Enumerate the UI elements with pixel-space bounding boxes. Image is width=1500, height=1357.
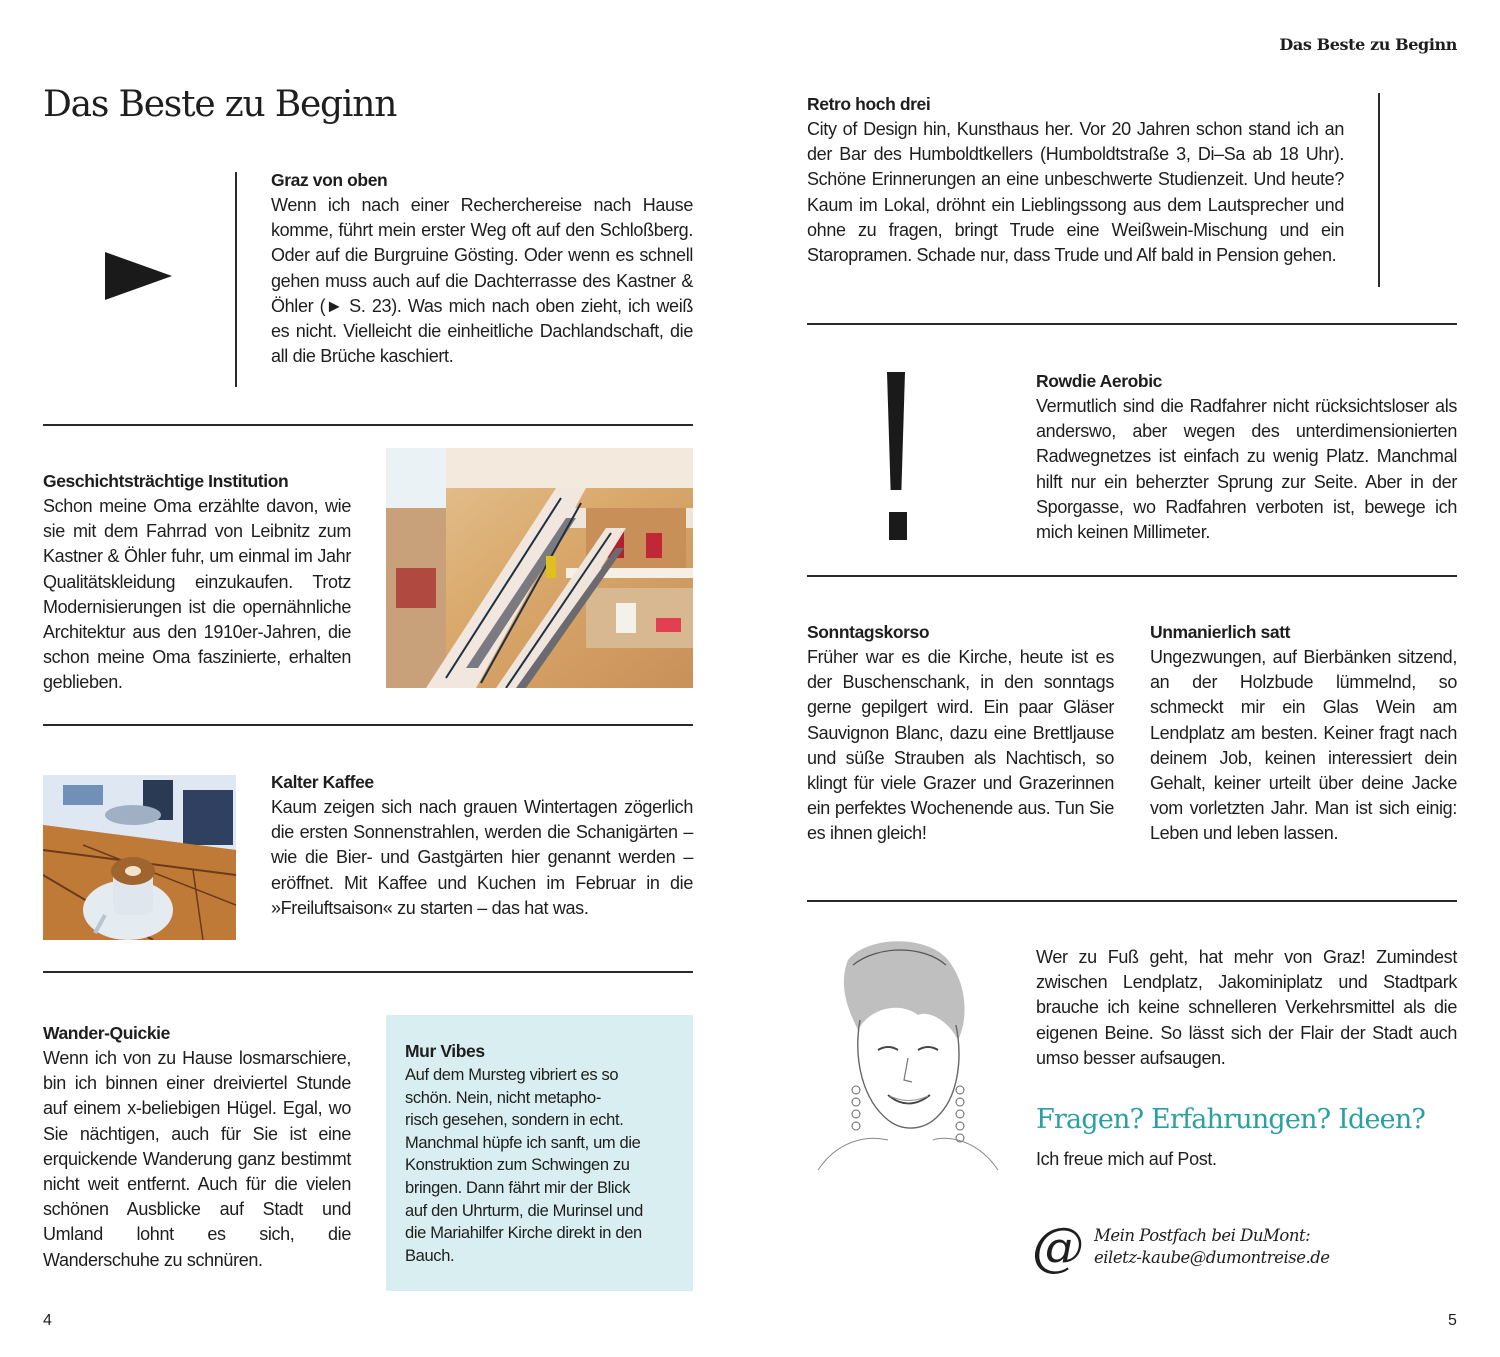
horizontal-divider xyxy=(43,424,693,426)
infobox-line: Auf dem Mursteg vibriert es so xyxy=(405,1066,619,1084)
section-text: Kaum zeigen sich nach grauen Wintertagen zögerlich die ersten Sonnenstrahlen, werden die Schanigärten – wie die Bier- und Gastgärten hier genannt werden – eröffnet. Mit Kaffee und Kuchen im Februar in die »Freiluftsaison« zu starten – das hat was. xyxy=(271,797,693,918)
section-text: Vermutlich sind die Radfahrer nicht rücksichtsloser als anderswo, aber wegen des unterdimensionierten Radwegnetzes ist einfach zu wenig Platz. Manchmal hilft nur ein beherzter Sprung zur Seite. Aber in der Sporgasse, wo Radfahren verboten ist, bewege ich mich keinen Millimeter. xyxy=(1036,396,1457,543)
infobox-line: schön. Nein, nicht metapho- xyxy=(405,1088,601,1107)
cta-heading: Fragen? Erfahrungen? Ideen? xyxy=(1036,1104,1426,1135)
exclamation-dot-icon xyxy=(889,512,907,540)
running-head: Das Beste zu Beginn xyxy=(1279,35,1457,54)
page-number-right: 5 xyxy=(1448,1312,1457,1329)
infobox-heading: Mur Vibes xyxy=(405,1041,485,1061)
page-title: Das Beste zu Beginn xyxy=(43,84,397,125)
author-email-link[interactable]: eiletz-kaube@dumontreise.de xyxy=(1094,1248,1330,1267)
infobox-line: die Mariahilfer Kirche direkt in den xyxy=(405,1224,642,1243)
section-text: Ungezwungen, auf Bierbänken sitzend, an der Holzbude lümmelnd, so schmeckt mir ein Glas Wein am Lendplatz am besten. Keiner fragt nach deinem Job, keinen interessiert dein Gehalt, keiner urteilt über deine Jacke vom vorletzten Jahr. Man ist sich einig: Leben und leben lassen. xyxy=(1150,647,1457,844)
department-store-escalators-photo xyxy=(386,448,693,688)
infobox-line: Bauch. xyxy=(405,1246,455,1265)
author-note-text: Wer zu Fuß geht, hat mehr von Graz! Zumindest zwischen Lendplatz, Jakominiplatz und Stadtpark brauche ich keine schnelleren Verkehrsmittel als die eigenen Beine. So lässt sich der Flair der Stadt auch umso besser aufsaugen. xyxy=(1036,947,1457,1068)
infobox-line: bringen. Dann fährt mir der Blick xyxy=(405,1178,631,1197)
infobox-line: risch gesehen, sondern in echt. xyxy=(405,1111,624,1130)
author-pencil-portrait xyxy=(808,940,1008,1190)
section-sonntagskorso xyxy=(807,620,1114,847)
section-rowdie-aerobic xyxy=(1036,369,1457,545)
infobox-line: Konstruktion zum Schwingen zu xyxy=(405,1156,630,1175)
section-heading: Geschichtsträchtige Institution xyxy=(43,471,289,491)
section-wander-quickie xyxy=(43,1021,351,1273)
section-heading: Rowdie Aerobic xyxy=(1036,371,1162,391)
section-retro-hoch-drei xyxy=(807,92,1344,268)
mailbox-label: Mein Postfach bei DuMont: xyxy=(1094,1226,1311,1245)
horizontal-divider xyxy=(807,323,1457,325)
section-heading: Sonntagskorso xyxy=(807,622,930,642)
section-heading: Kalter Kaffee xyxy=(271,772,374,792)
at-sign-icon: @ xyxy=(1032,1218,1084,1278)
section-text: Schon meine Oma erzählte davon, wie sie mit dem Fahrrad von Leibnitz zum Kastner & Öhler fuhr, um einmal im Jahr Qualitätskleidung einzukaufen. Trotz Modernisierungen ist die opernähnliche Architektur aus den 1910er-Jahren, die schon meine Oma faszinierte, erhalten geblieben. xyxy=(43,496,351,693)
infobox-mur-vibes xyxy=(386,1015,693,1291)
horizontal-divider xyxy=(43,724,693,726)
section-text: City of Design hin, Kunsthaus her. Vor 20 Jahren schon stand ich an der Bar des Humboldtkellers (Humboldtstraße 3, Di–Sa ab 18 Uhr). Schöne Erinnerungen an eine unbeschwerte Studienzeit. Und heute? Kaum im Lokal, dröhnt ein Lieblingssong aus dem Lautsprecher und ohne zu fragen, bringt Trude eine Weißwein-Mischung und ein Staropramen. Schade nur, dass Trude und Alf bald in Pension gehen. xyxy=(807,119,1344,266)
cta-text: Ich freue mich auf Post. xyxy=(1036,1149,1217,1169)
horizontal-divider xyxy=(43,971,693,973)
coffee-on-terrace-table-photo xyxy=(43,775,236,940)
section-text: Früher war es die Kirche, heute ist es der Buschenschank, in den sonntags gerne gepilgert wird. Ein paar Gläser Sauvignon Blanc, dazu eine Brettljause und süße Strauben als Nachtisch, so klingt für viele Grazer und Grazerinnen ein perfektes Wochenende aus. Tun Sie es ihnen gleich! xyxy=(807,647,1114,844)
section-geschichtstraechtige-institution xyxy=(43,469,351,696)
section-unmanierlich-satt xyxy=(1150,620,1457,847)
section-text: Wenn ich nach einer Recherchereise nach Hause komme, führt mein erster Weg oft auf den Schloßberg. Oder auf die Burgruine Gösting. Oder wenn es schnell gehen muss auch auf die Dachterrasse des Kastner & Öhler (► S. 23). Was mich nach oben zieht, ich weiß es nicht. Vielleicht die einheitliche Dachlandschaft, die all die Brüche kaschiert. xyxy=(271,195,693,367)
author-note xyxy=(1036,945,1457,1071)
section-text: Wenn ich von zu Hause losmarschiere, bin ich binnen einer dreiviertel Stunde auf einem x-beliebigen Hügel. Egal, wo Sie nächtigen, auch für Sie ist eine erquickende Wanderung ganz bestimmt nicht weit entfernt. Auch für die vielen schönen Ausblicke auf Stadt und Umland lohnt es sich, die Wanderschuhe zu schnüren. xyxy=(43,1048,351,1270)
section-heading: Retro hoch drei xyxy=(807,94,931,114)
section-heading: Unmanierlich satt xyxy=(1150,622,1291,642)
vertical-divider xyxy=(235,172,237,387)
section-heading: Wander-Quickie xyxy=(43,1023,170,1043)
infobox-text xyxy=(405,1064,677,1267)
infobox-line: Manchmal hüpfe ich sanft, um die xyxy=(405,1133,641,1152)
horizontal-divider xyxy=(807,575,1457,577)
page-number-left: 4 xyxy=(43,1312,52,1329)
vertical-divider xyxy=(1378,93,1380,287)
section-kalter-kaffee xyxy=(271,770,693,921)
arrow-right-triangle-icon xyxy=(105,252,172,300)
section-heading: Graz von oben xyxy=(271,170,388,190)
infobox-line: auf den Uhrturm, die Murinsel und xyxy=(405,1201,643,1220)
mailbox-info xyxy=(1094,1225,1330,1269)
horizontal-divider xyxy=(807,900,1457,902)
exclamation-mark-icon xyxy=(887,372,905,490)
section-graz-von-oben xyxy=(271,168,693,369)
